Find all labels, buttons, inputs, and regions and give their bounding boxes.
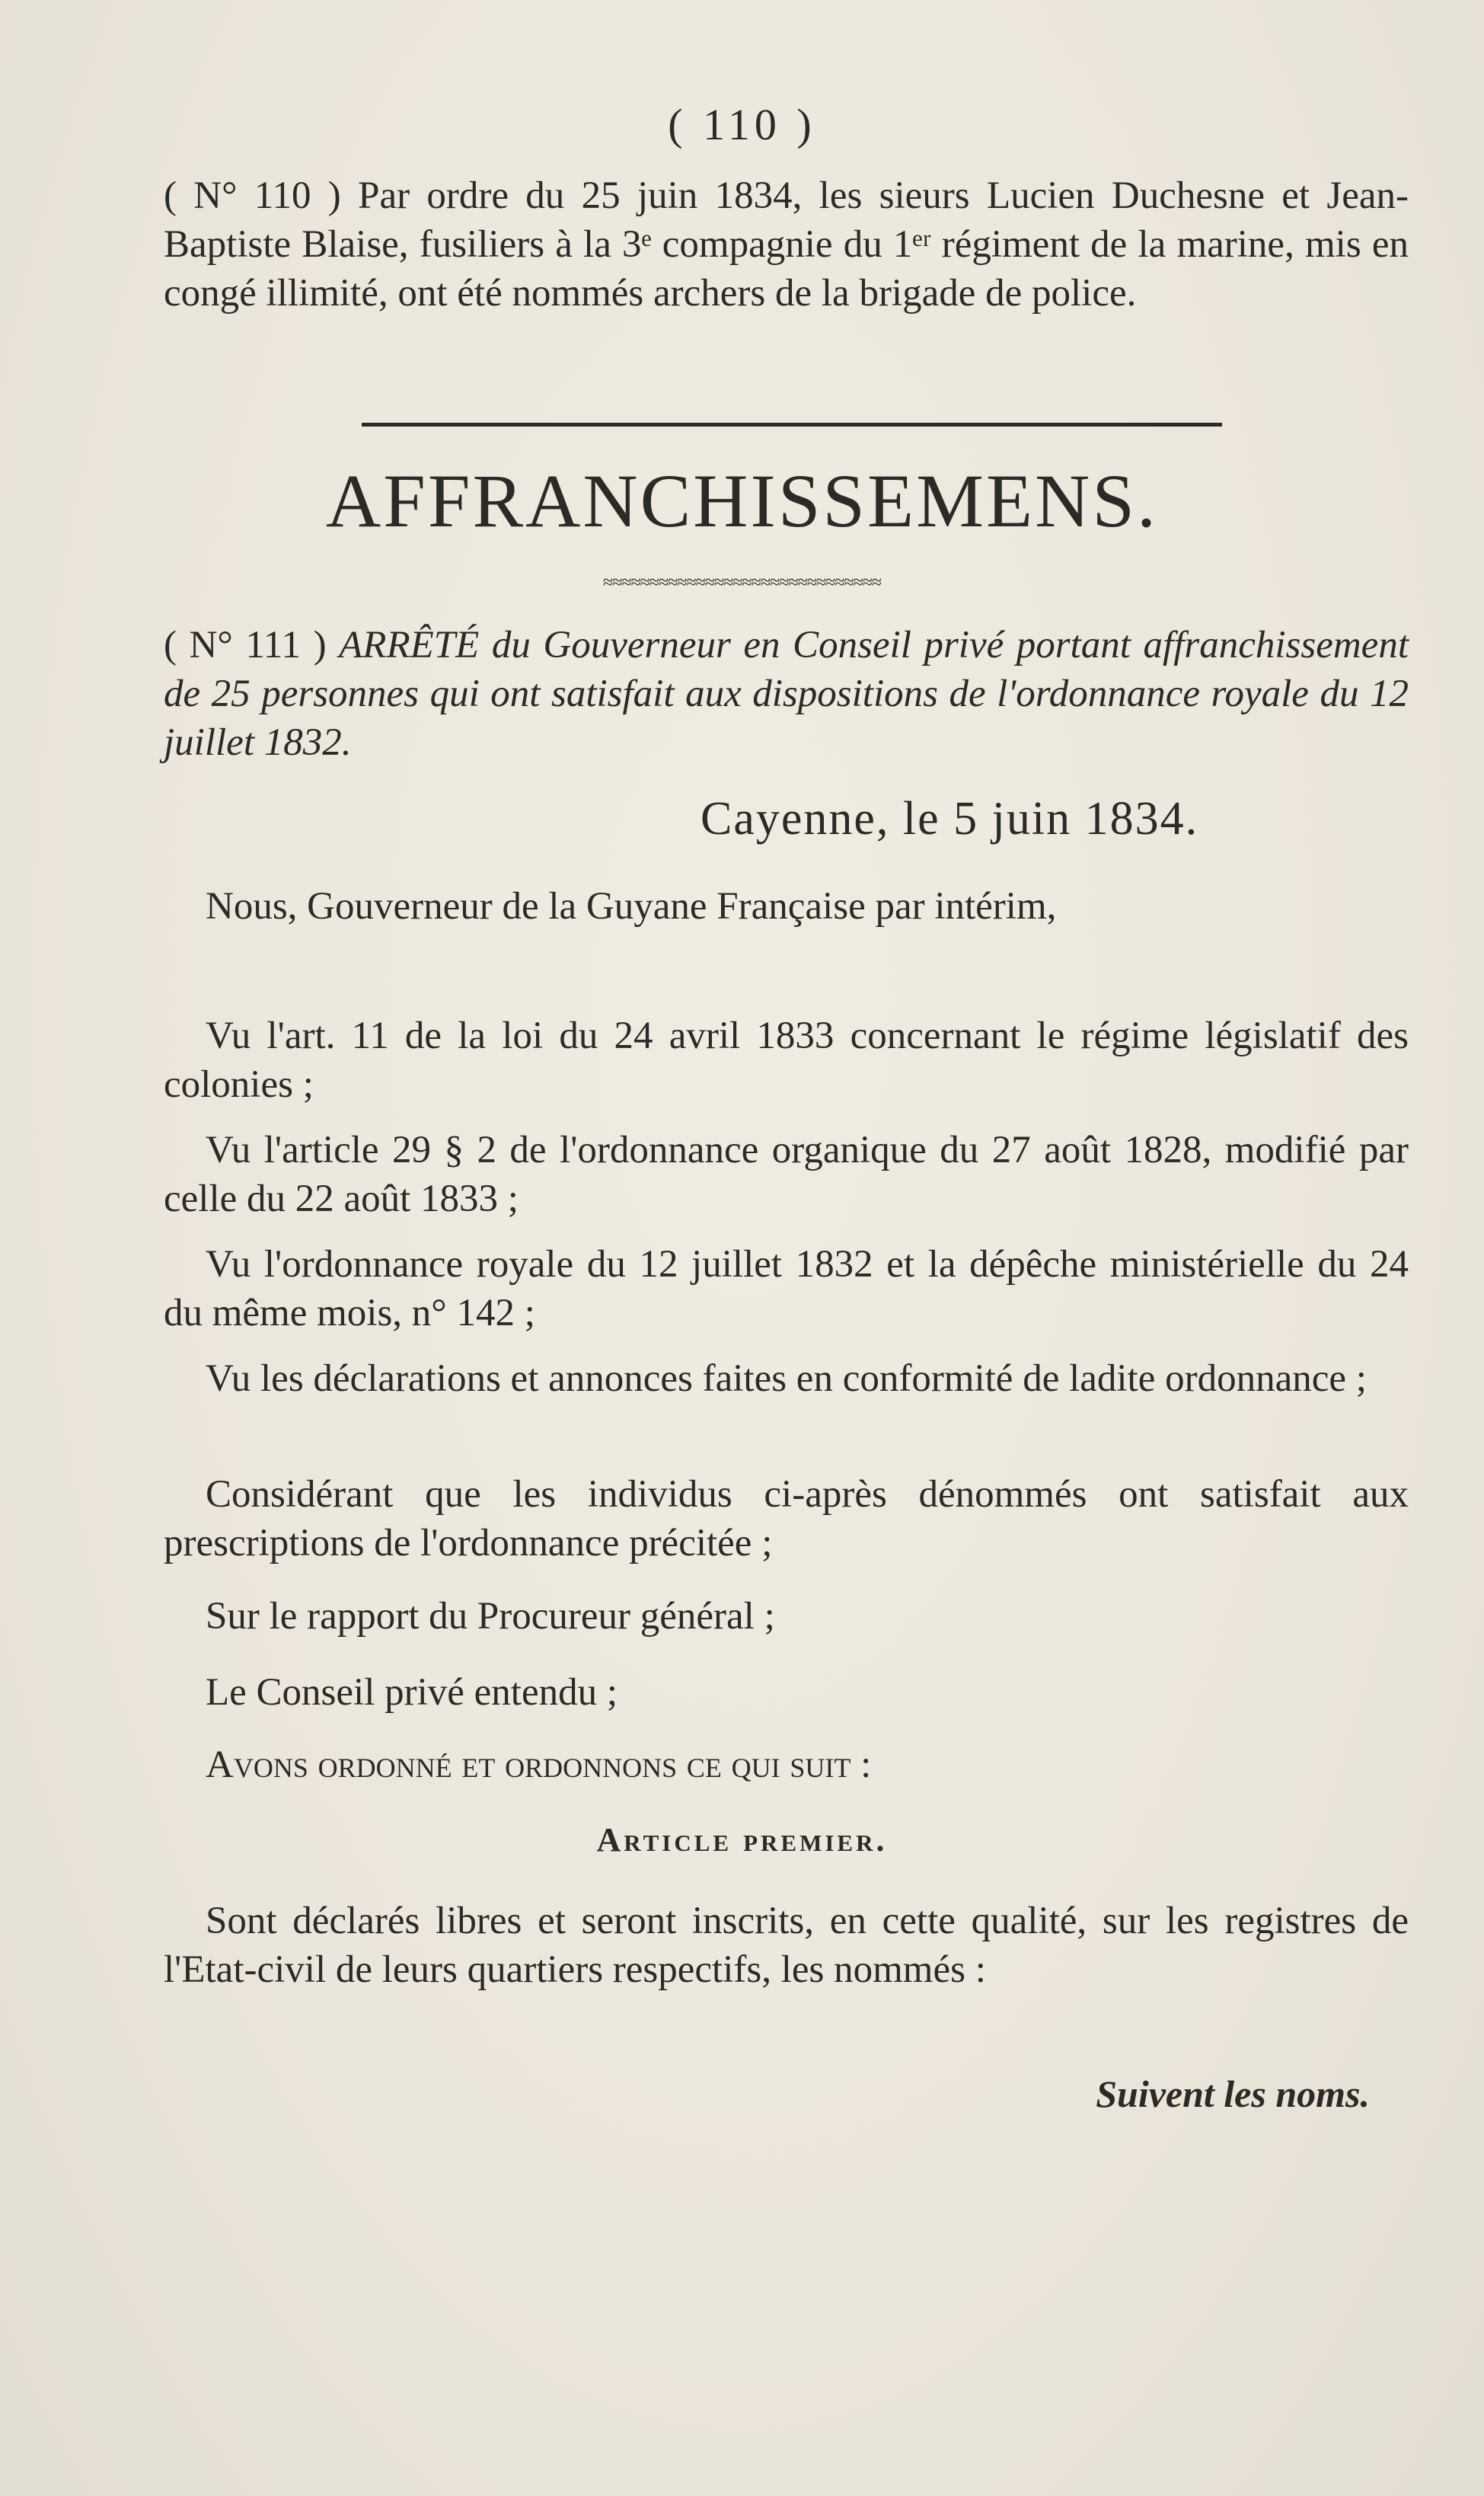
item-111-title [164, 621, 1409, 767]
consideration-2: Vu l'article 29 § 2 de l'ordonnance organique du 27 août 1828, modifié par celle du 22 août 1833 ; [164, 1129, 1409, 1220]
item-111-number: ( N° 111 ) [164, 624, 327, 666]
consideration-7: Le Conseil privé entendu ; [206, 1671, 618, 1714]
decision-line: Avons ordonné et ordonnons ce qui suit : [206, 1743, 872, 1786]
article-heading: Article premier. [596, 1821, 888, 1858]
consideration-5: Considérant que les individus ci-après dénommés ont satisfait aux prescriptions de l'ordonnance précitée ; [164, 1473, 1409, 1564]
section-divider [362, 423, 1222, 427]
section-title: AFFRANCHISSEMENS. [326, 459, 1158, 543]
intro-paragraph: Nous, Gouverneur de la Guyane Française par intérim, [206, 885, 1057, 928]
closing-note: Suivent les noms. [1096, 2073, 1370, 2115]
consideration-3: Vu l'ordonnance royale du 12 juillet 1832 et la dépêche ministérielle du 24 du même mois, n° 142 ; [164, 1243, 1409, 1334]
item-110-paragraph: ( N° 110 ) Par ordre du 25 juin 1834, les sieurs Lucien Duchesne et Jean-Baptiste Blaise, fusiliers à la 3ᵉ compagnie du 1ᵉʳ régiment de la marine, mis en congé illimité, ont été nommés archers de la brigade de police. [164, 174, 1409, 315]
item-111-text: ARRÊTÉ du Gouverneur en Conseil privé portant affranchissement de 25 personnes qui ont satisfait aux dispositions de l'ordonnance royale du 12 juillet 1832. [164, 624, 1409, 764]
consideration-6: Sur le rapport du Procureur général ; [206, 1595, 775, 1638]
consideration-4: Vu les déclarations et annonces faites en conformité de ladite ordonnance ; [206, 1357, 1367, 1400]
page-number: ( 110 ) [668, 100, 816, 149]
article-text: Sont déclarés libres et seront inscrits, en cette qualité, sur les registres de l'Etat-civil de leurs quartiers respectifs, les nommés : [164, 1900, 1409, 1991]
dateline: Cayenne, le 5 juin 1834. [701, 793, 1199, 845]
consideration-1: Vu l'art. 11 de la loi du 24 avril 1833 concernant le régime législatif des colonies ; [164, 1015, 1409, 1106]
ornament-divider: ≈≈≈≈≈≈≈≈≈≈≈≈≈≈≈≈≈≈≈≈≈≈≈≈≈≈≈≈≈≈ [602, 573, 882, 593]
